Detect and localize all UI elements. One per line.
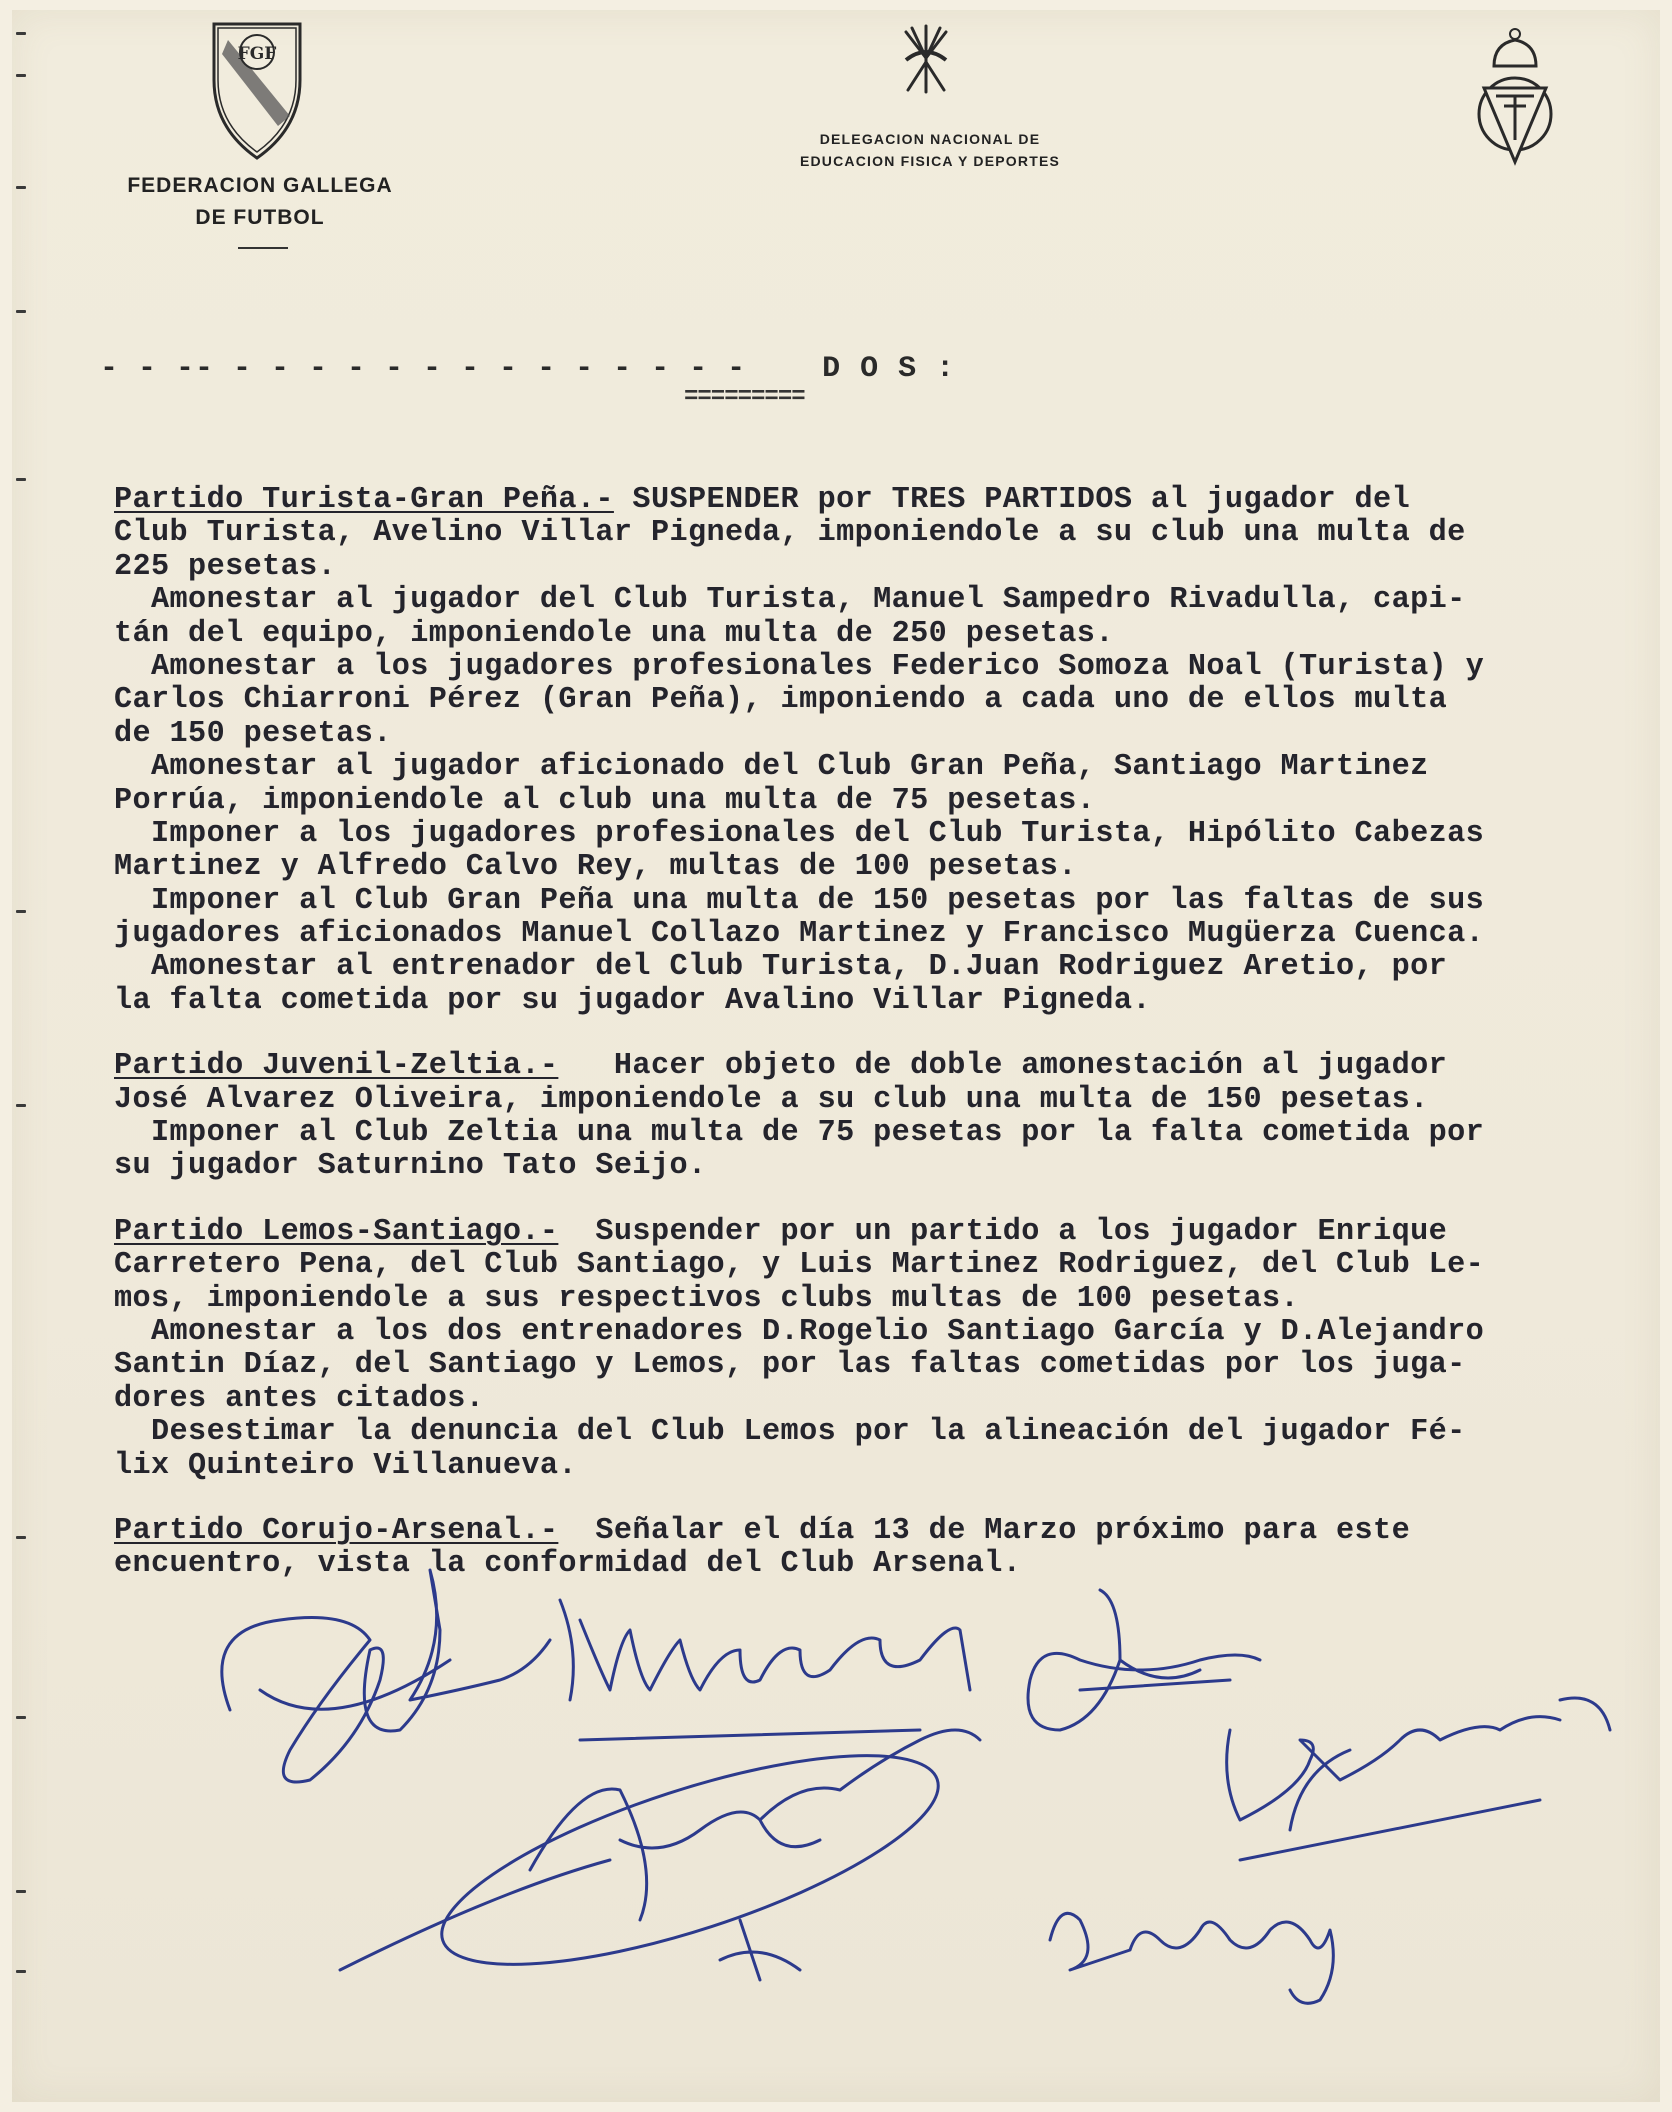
text-line: mos, imponiendole a sus respectivos clubs multas de 100 pesetas.: [114, 1281, 1299, 1316]
signature-5: [1227, 1698, 1610, 1860]
text-line: Imponer a los jugadores profesionales del Club Turista, Hipólito Cabezas: [114, 816, 1485, 851]
crowned-rfef-emblem-icon: [1470, 22, 1560, 167]
text-line: [114, 484, 1634, 517]
text-line: dores antes citados.: [114, 1381, 485, 1416]
heading-dashes: - - -- - - - - - - - - - - - - - -: [100, 352, 747, 386]
text-line: Amonestar al entrenador del Club Turista, D.Juan Rodriguez Aretio, por: [114, 950, 1448, 985]
match-title: Partido Lemos-Santiago.-: [114, 1214, 559, 1249]
text-line: Imponer al Club Zeltia una multa de 75 pesetas por la falta cometida por: [114, 1116, 1485, 1151]
signature-1: [222, 1570, 550, 1782]
text-line-content: Hacer objeto de doble amonestación al jugador: [558, 1049, 1448, 1084]
text-line: jugadores aficionados Manuel Collazo Martinez y Francisco Mugüerza Cuenca.: [114, 917, 1485, 952]
signature-2: [560, 1600, 970, 1740]
text-line: Amonestar a los dos entrenadores D.Rogelio Santiago García y D.Alejandro: [114, 1314, 1485, 1349]
text-line: su jugador Saturnino Tato Seijo.: [114, 1149, 707, 1184]
binding-mark: [16, 1104, 26, 1107]
text-line: [114, 1050, 1634, 1083]
delegation-name-line1: DELEGACION NACIONAL DE: [819, 131, 1041, 147]
binding-mark: [16, 32, 26, 35]
text-line-content: Suspender por un partido a los jugador Enrique: [558, 1214, 1448, 1249]
federation-name-line1: FEDERACION GALLEGA: [127, 174, 393, 197]
yoke-and-arrows-emblem-icon: [898, 22, 954, 96]
text-line: encuentro, vista la conformidad del Club Arsenal.: [114, 1547, 1022, 1582]
text-line: Amonestar al jugador aficionado del Club Gran Peña, Santiago Martinez: [114, 750, 1429, 785]
text-line: Amonestar al jugador del Club Turista, Manuel Sampedro Rivadulla, capi-: [114, 583, 1466, 618]
heading: [100, 352, 1200, 386]
signature-4: [1028, 1590, 1260, 1730]
heading-underline: =========: [684, 384, 805, 411]
binding-mark: [16, 910, 26, 913]
binding-mark: [16, 74, 26, 77]
match-title: Partido Turista-Gran Peña.-: [114, 483, 614, 517]
text-line: Desestimar la denuncia del Club Lemos por la alineación del jugador Fé-: [114, 1415, 1466, 1450]
delegation-name-line2: EDUCACION FISICA Y DEPORTES: [799, 153, 1061, 169]
text-line-content: Señalar el día 13 de Marzo próximo para este: [558, 1513, 1411, 1548]
divider: [238, 247, 288, 249]
text-line: Carlos Chiarroni Pérez (Gran Peña), imponiendo a cada uno de ellos multa: [114, 683, 1448, 718]
text-line: de 150 pesetas.: [114, 716, 392, 751]
signature-6: [1050, 1913, 1333, 2003]
federation-name: [100, 170, 420, 234]
binding-mark: [16, 186, 26, 189]
binding-mark: [16, 310, 26, 313]
match-title: Partido Juvenil-Zeltia.-: [114, 1049, 559, 1084]
binding-mark: [16, 478, 26, 481]
signature-3: [340, 1713, 980, 2007]
binding-mark: [16, 1536, 26, 1539]
text-line: Imponer al Club Gran Peña una multa de 150 pesetas por las faltas de sus: [114, 883, 1485, 918]
text-line: José Alvarez Oliveira, imponiendole a su club una multa de 150 pesetas.: [114, 1082, 1429, 1117]
text-line: la falta cometida por su jugador Avalino Villar Pigneda.: [114, 983, 1151, 1018]
text-line-content: SUSPENDER por TRES PARTIDOS al jugador del: [613, 483, 1411, 517]
text-line: Club Turista, Avelino Villar Pigneda, imponiendole a su club una multa de: [114, 516, 1466, 551]
text-line: [114, 1216, 1634, 1249]
binding-mark: [16, 1970, 26, 1973]
federation-name-line2: DE FUTBOL: [195, 206, 325, 229]
binding-mark: [16, 1890, 26, 1893]
text-line: Carretero Pena, del Club Santiago, y Luis Martinez Rodriguez, del Club Le-: [114, 1248, 1485, 1283]
text-line: 225 pesetas.: [114, 549, 337, 584]
binding-mark: [16, 1716, 26, 1719]
text-line: Santin Díaz, del Santiago y Lemos, por las faltas cometidas por los juga-: [114, 1348, 1466, 1383]
text-line: Martinez y Alfredo Calvo Rey, multas de 100 pesetas.: [114, 850, 1077, 885]
federacion-gallega-shield-icon: [208, 20, 306, 162]
match-title: Partido Corujo-Arsenal.-: [114, 1513, 559, 1548]
text-line: Porrúa, imponiendole al club una multa de 75 pesetas.: [114, 783, 1096, 818]
text-line: lix Quinteiro Villanueva.: [114, 1448, 577, 1483]
delegation-name: [720, 128, 1140, 172]
text-line: tán del equipo, imponiendole una multa de 250 pesetas.: [114, 616, 1114, 651]
resolution-body: [114, 484, 1634, 1582]
logo-monogram: FGF: [237, 44, 277, 64]
heading-title: D O S :: [822, 352, 956, 386]
text-line: Amonestar a los jugadores profesionales Federico Somoza Noal (Turista) y: [114, 649, 1485, 684]
signatures-area: [200, 1540, 1620, 2020]
